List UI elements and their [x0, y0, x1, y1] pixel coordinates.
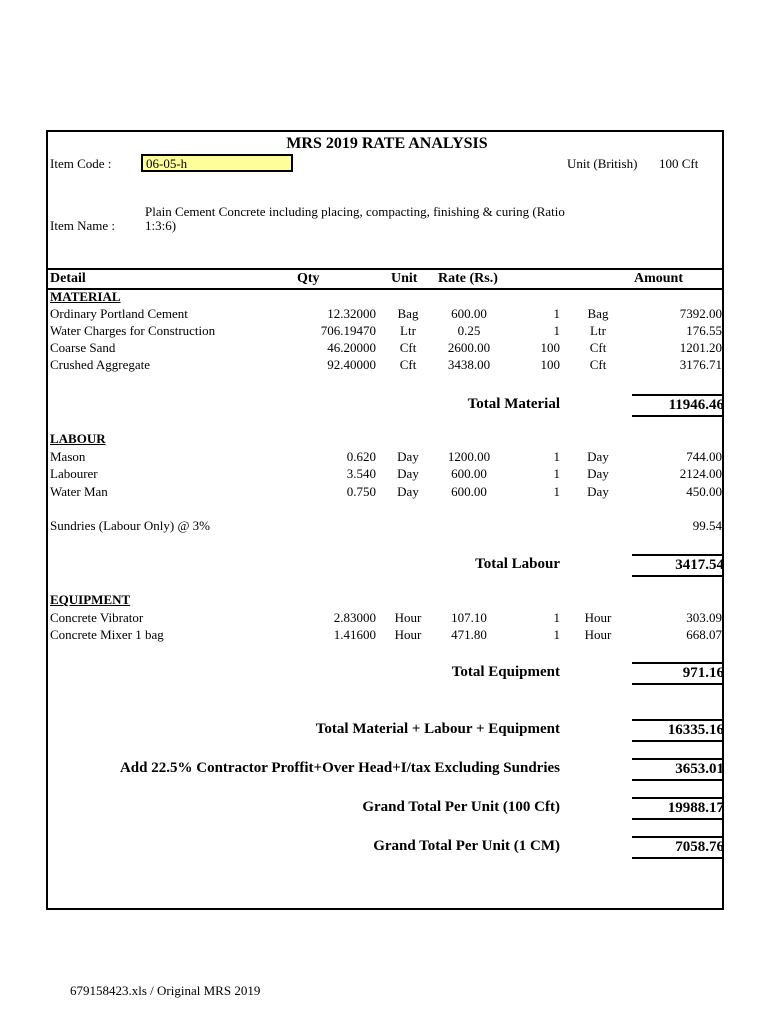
total-equipment-label: Total Equipment	[451, 664, 560, 680]
row-per-unit: Ltr	[590, 323, 606, 338]
row-per: 1	[553, 484, 560, 499]
row-unit: Hour	[394, 627, 422, 642]
row-rate: 0.25	[457, 323, 481, 338]
row-amount: 2124.00	[679, 466, 722, 481]
row-amount: 303.09	[686, 610, 722, 625]
row-per: 1	[553, 306, 560, 321]
sundries-row	[48, 518, 722, 535]
row-per-unit: Hour	[584, 610, 612, 625]
row-per: 100	[540, 340, 560, 355]
table-row	[48, 484, 722, 501]
section-material: MATERIAL	[50, 289, 121, 304]
header-amount: Amount	[634, 271, 684, 286]
row-qty: 706.19470	[320, 323, 376, 338]
item-code-label: Item Code :	[50, 156, 112, 171]
row-rate: 600.00	[451, 484, 487, 499]
total-labour-value: 3417.54	[632, 554, 724, 577]
row-detail: Water Charges for Construction	[50, 323, 216, 338]
row-amount: 450.00	[686, 484, 722, 499]
table-row	[48, 323, 722, 340]
row-detail: Water Man	[50, 484, 108, 499]
row-rate: 471.80	[451, 627, 487, 642]
row-rate: 2600.00	[447, 340, 491, 355]
item-name-label: Item Name :	[50, 218, 115, 233]
row-detail: Coarse Sand	[50, 340, 116, 355]
row-unit: Cft	[399, 340, 417, 355]
header-unit: Unit	[391, 271, 418, 286]
total-material-value: 11946.46	[632, 394, 724, 417]
row-unit: Day	[397, 484, 419, 499]
total-material-label: Total Material	[467, 396, 560, 412]
table-row	[48, 449, 722, 466]
table-row	[48, 306, 722, 323]
row-unit: Hour	[394, 610, 422, 625]
row-qty: 92.40000	[327, 357, 376, 372]
row-per-unit: Cft	[589, 357, 607, 372]
footer-filename: 679158423.xls / Original MRS 2019	[70, 983, 261, 998]
row-detail: Concrete Vibrator	[50, 610, 144, 625]
row-unit: Cft	[399, 357, 417, 372]
section-labour: LABOUR	[50, 431, 106, 446]
table-row	[48, 357, 722, 374]
row-qty: 3.540	[346, 466, 376, 481]
row-detail: Concrete Mixer 1 bag	[50, 627, 164, 642]
table-row	[48, 627, 722, 644]
grand-total-cft-label: Grand Total Per Unit (100 Cft)	[362, 799, 560, 815]
row-unit: Bag	[397, 306, 419, 321]
row-detail: Ordinary Portland Cement	[50, 306, 188, 321]
total-mle-value: 16335.16	[632, 719, 724, 742]
total-equipment-value: 971.16	[632, 662, 724, 685]
header-qty: Qty	[297, 271, 320, 286]
row-amount: 668.07	[686, 627, 722, 642]
table-row	[48, 340, 722, 357]
row-amount: 176.55	[686, 323, 722, 338]
row-amount: 1201.20	[679, 340, 722, 355]
unit-value: 100 Cft	[659, 156, 699, 171]
grand-total-cm-value: 7058.76	[632, 836, 724, 859]
section-equipment: EQUIPMENT	[50, 592, 131, 607]
row-per: 1	[553, 449, 560, 464]
row-detail: Crushed Aggregate	[50, 357, 151, 372]
row-rate: 107.10	[451, 610, 487, 625]
row-per: 1	[553, 627, 560, 642]
row-rate: 600.00	[451, 306, 487, 321]
row-detail: Mason	[50, 449, 86, 464]
contractor-profit-label: Add 22.5% Contractor Proffit+Over Head+I/tax Excluding Sundries	[119, 760, 560, 776]
row-qty: 0.750	[346, 484, 376, 499]
row-qty: 12.32000	[327, 306, 376, 321]
row-amount: 3176.71	[679, 357, 722, 372]
row-unit: Day	[397, 449, 419, 464]
rate-analysis-sheet	[46, 130, 724, 910]
header-top-rule	[48, 268, 722, 270]
row-rate: 1200.00	[447, 449, 491, 464]
row-per-unit: Day	[587, 484, 609, 499]
table-row	[48, 466, 722, 483]
grand-total-cft-value: 19988.17	[632, 797, 724, 820]
sheet-title: MRS 2019 RATE ANALYSIS	[286, 135, 488, 152]
header-rate: Rate (Rs.)	[438, 271, 498, 286]
row-qty: 2.83000	[333, 610, 376, 625]
item-code-cell[interactable]: 06-05-h	[141, 154, 293, 172]
sundries-label: Sundries (Labour Only) @ 3%	[50, 518, 210, 533]
header-detail: Detail	[50, 271, 86, 286]
unit-label: Unit (British)	[567, 156, 638, 171]
table-row	[48, 610, 722, 627]
sundries-amount: 99.54	[692, 518, 722, 533]
contractor-profit-value: 3653.01	[632, 758, 724, 781]
header-bottom-rule	[48, 288, 722, 290]
row-per: 1	[553, 323, 560, 338]
row-amount: 7392.00	[679, 306, 722, 321]
item-name-line2: 1:3:6)	[145, 218, 177, 233]
row-per: 100	[540, 357, 560, 372]
total-mle-label: Total Material + Labour + Equipment	[315, 721, 560, 737]
row-rate: 3438.00	[447, 357, 491, 372]
row-per-unit: Day	[587, 449, 609, 464]
row-per: 1	[553, 466, 560, 481]
row-unit: Day	[397, 466, 419, 481]
row-per-unit: Bag	[587, 306, 609, 321]
row-per-unit: Hour	[584, 627, 612, 642]
row-unit: Ltr	[400, 323, 416, 338]
row-per: 1	[553, 610, 560, 625]
row-rate: 600.00	[451, 466, 487, 481]
total-labour-label: Total Labour	[475, 556, 560, 572]
row-detail: Labourer	[50, 466, 98, 481]
row-qty: 0.620	[346, 449, 376, 464]
row-qty: 1.41600	[333, 627, 376, 642]
row-qty: 46.20000	[327, 340, 376, 355]
row-per-unit: Day	[587, 466, 609, 481]
grand-total-cm-label: Grand Total Per Unit (1 CM)	[373, 838, 560, 854]
row-amount: 744.00	[686, 449, 722, 464]
item-name-line1: Plain Cement Concrete including placing, compacting, finishing & curing (Ratio	[145, 204, 565, 219]
row-per-unit: Cft	[589, 340, 607, 355]
